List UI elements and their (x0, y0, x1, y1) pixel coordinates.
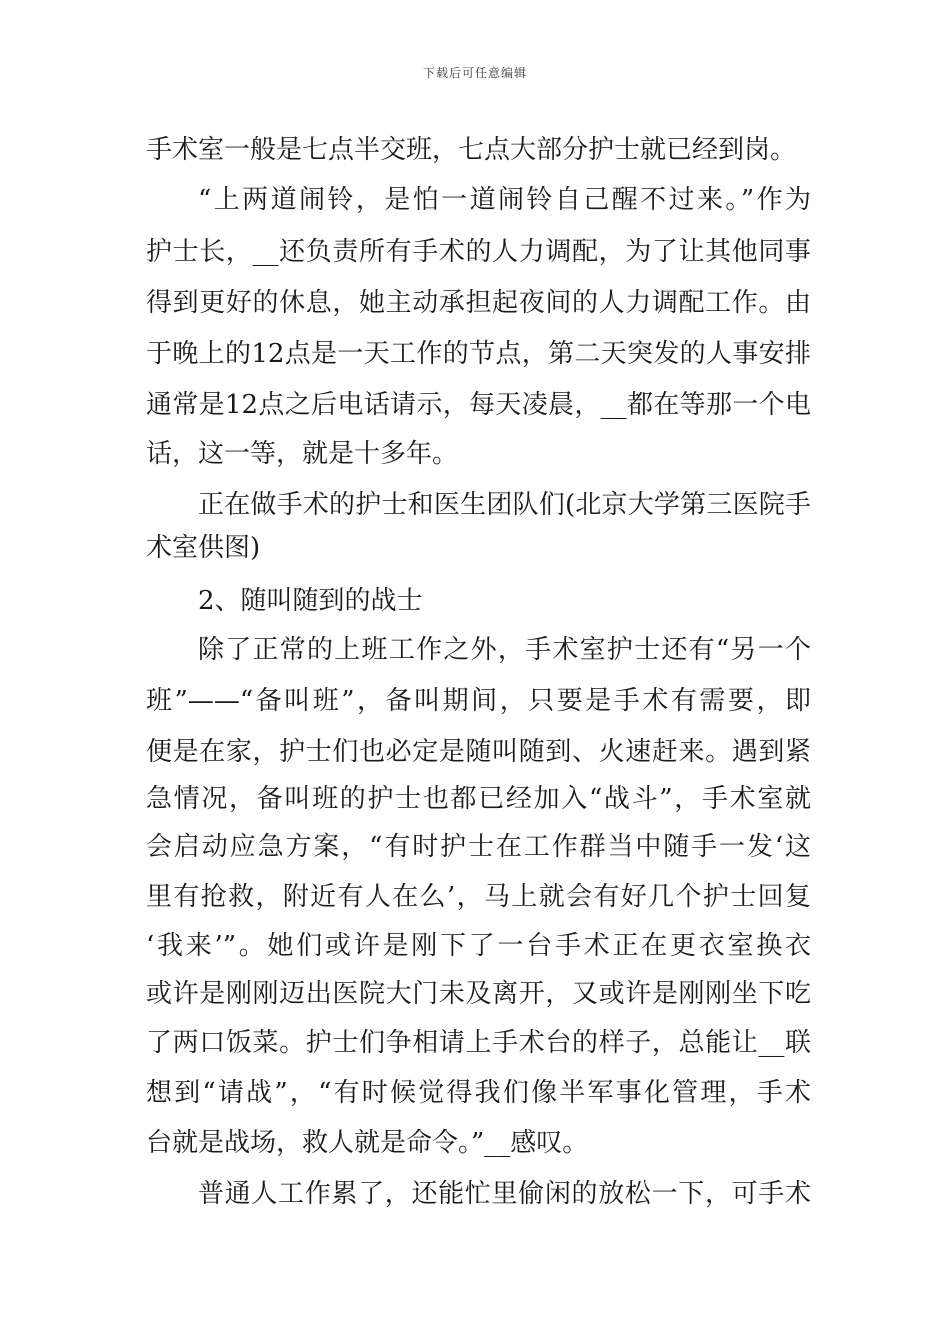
text-line: 急情况，备叫班的护士也都已经加入“战斗”，手术室就 (146, 784, 811, 814)
text-line: 了两口饭菜。护士们争相请上手术台的样子，总能让__联 (146, 1028, 811, 1058)
text-line: 手术室一般是七点半交班，七点大部分护士就已经到岗。 (146, 135, 797, 165)
text-line: 正在做手术的护士和医生团队们(北京大学第三医院手 (198, 490, 811, 520)
text-line: 话，这一等，就是十多年。 (146, 439, 459, 469)
text-line: 或许是刚刚迈出医院大门未及离开，又或许是刚刚坐下吃 (146, 979, 811, 1009)
text-line: 护士长，__还负责所有手术的人力调配，为了让其他同事 (146, 237, 811, 267)
text-line: 术室供图) (146, 533, 261, 563)
section-heading: 2、随叫随到的战士 (198, 586, 423, 616)
page-header: 下载后可任意编辑 (422, 66, 527, 80)
text-line: 便是在家，护士们也必定是随叫随到、火速赶来。遇到紧 (146, 737, 811, 767)
text-line: “上两道闹铃，是怕一道闹铃自己醒不过来。”作为 (198, 185, 811, 215)
text-line: 得到更好的休息，她主动承担起夜间的人力调配工作。由 (146, 288, 811, 318)
text-line: 除了正常的上班工作之外，手术室护士还有“另一个 (198, 635, 811, 665)
text-line: 里有抢救，附近有人在么’，马上就会有好几个护士回复 (146, 882, 811, 912)
text-line: 通常是12点之后电话请示，每天凌晨，__都在等那一个电 (146, 390, 811, 420)
text-line: 想到“请战”，“有时候觉得我们像半军事化管理，手术 (146, 1078, 811, 1108)
text-line: ‘我来’”。她们或许是刚下了一台手术正在更衣室换衣 (146, 931, 811, 961)
text-line: 普通人工作累了，还能忙里偷闲的放松一下，可手术 (198, 1179, 811, 1209)
text-line: 班”——“备叫班”，备叫期间，只要是手术有需要，即 (146, 686, 811, 716)
text-line: 于晚上的12点是一天工作的节点，第二天突发的人事安排 (146, 339, 811, 369)
text-line: 会启动应急方案，“有时护士在工作群当中随手一发‘这 (146, 832, 811, 862)
text-line: 台就是战场，救人就是命令。”__感叹。 (146, 1128, 589, 1158)
